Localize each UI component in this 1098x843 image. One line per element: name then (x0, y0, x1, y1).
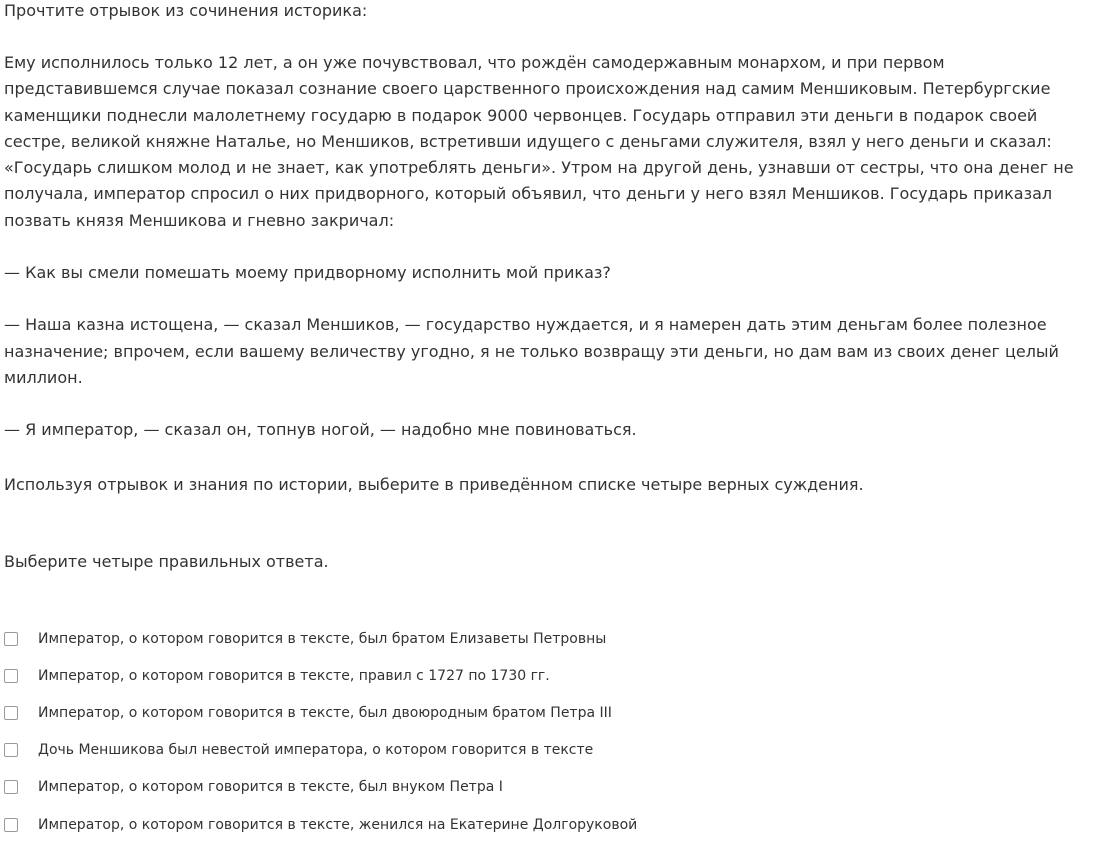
passage-paragraph: — Как вы смели помешать моему придворному исполнить мой приказ? (4, 263, 611, 283)
passage-paragraph: — Я император, — сказал он, топнув ногой, — надобно мне повиноваться. (4, 420, 637, 440)
answer-instruction: Выберите четыре правильных ответа. (4, 552, 329, 571)
answer-option[interactable] (4, 620, 637, 657)
answer-options-list (4, 620, 637, 843)
answer-checkbox[interactable] (4, 669, 18, 683)
answer-checkbox[interactable] (4, 818, 18, 832)
answer-option[interactable] (4, 657, 637, 694)
answer-checkbox[interactable] (4, 780, 18, 794)
answer-checkbox[interactable] (4, 743, 18, 757)
answer-option-label: Император, о котором говорится в тексте, женился на Екатерине Долгоруковой (38, 816, 638, 833)
answer-checkbox[interactable] (4, 632, 18, 646)
answer-checkbox[interactable] (4, 706, 18, 720)
question-text: Используя отрывок и знания по истории, выберите в приведённом списке четыре верных суждения. (4, 475, 864, 494)
answer-option[interactable] (4, 769, 637, 806)
passage-paragraph: Ему исполнилось только 12 лет, а он уже почувствовал, что рождён самодержавным монархом, и при первом представившемся случае показал сознание своего царственного происхождения над самим Меншиковым. Петербургские каменщики поднесли малолетнему государю в подарок 9000 червонцев. Государь отправил эти деньги в подарок своей сестре, великой княжне Наталье, но Меншиков, встретивши идущего с деньгами служителя, взял у него деньги и сказал: «Государь слишком молод и не знает, как употреблять деньги». Утром на другой день, узнавши от сестры, что она денег не получала, император спросил о них придворного, который объявил, что деньги у него взял Меншиков. Государь приказал позвать князя Меншикова и гневно закричал: (4, 53, 1074, 230)
answer-option[interactable] (4, 694, 637, 731)
answer-option-label: Император, о котором говорится в тексте, был внуком Петра I (38, 779, 503, 796)
answer-option-label: Император, о котором говорится в тексте, был братом Елизаветы Петровны (38, 630, 607, 647)
task-intro: Прочтите отрывок из сочинения историка: (4, 1, 368, 20)
answer-option-label: Император, о котором говорится в тексте, правил с 1727 по 1730 гг. (38, 667, 550, 684)
answer-option[interactable] (4, 732, 637, 769)
answer-option-label: Император, о котором говорится в тексте, был двоюродным братом Петра III (38, 704, 612, 721)
historian-passage (4, 50, 1096, 470)
answer-option-label: Дочь Меншикова был невестой императора, о котором говорится в тексте (38, 742, 594, 759)
passage-paragraph: — Наша казна истощена, — сказал Меншиков, — государство нуждается, и я намерен дать этим деньгам более полезное назначение; впрочем, если вашему величеству угодно, я не только возвращу эти деньги, но дам вам из своих денег целый миллион. (4, 315, 1059, 387)
answer-option[interactable] (4, 806, 637, 843)
